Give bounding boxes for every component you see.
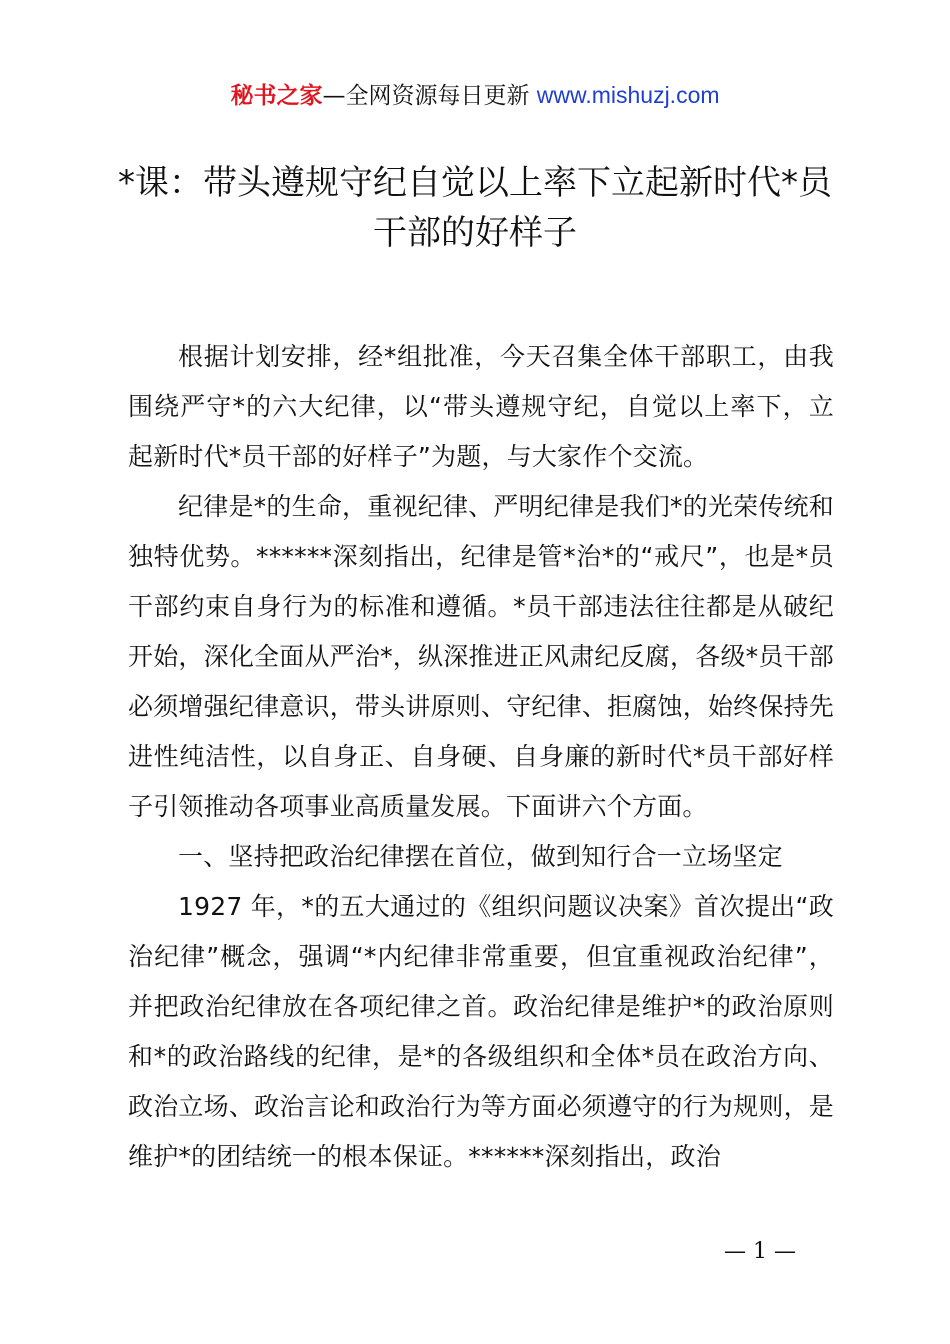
paragraph-intro: 根据计划安排，经*组批准，今天召集全体干部职工，由我围绕严守*的六大纪律，以“带头遵规守纪，自觉以上率下，立起新时代*员干部的好样子”为题，与大家作个交流。	[128, 342, 834, 471]
document-body	[128, 332, 834, 1182]
site-tagline: —全网资源每日更新	[322, 83, 537, 109]
site-url-link[interactable]: www.mishuzj.com	[536, 82, 720, 108]
section-heading-one: 一、坚持把政治纪律摆在首位，做到知行合一立场坚定	[178, 842, 783, 871]
paragraph-discipline: 纪律是*的生命，重视纪律、严明纪律是我们*的光荣传统和独特优势。******深刻指出，纪律是管*治*的“戒尺”，也是*员干部约束自身行为的标准和遵循。*员干部违法往往都是从破纪开始，深化全面从严治*，纵深推进正风肃纪反腐，各级*员干部必须增强纪律意识，带头讲原则、守纪律、拒腐蚀，始终保持先进性纯洁性，以自身正、自身硬、自身廉的新时代*员干部好样子引领推动各项事业高质量发展。下面讲六个方面。	[128, 492, 834, 821]
paragraph-political-discipline: 1927 年，*的五大通过的《组织问题议决案》首次提出“政治纪律”概念，强调“*内纪律非常重要，但宜重视政治纪律”，并把政治纪律放在各项纪律之首。政治纪律是维护*的政治原则和*的政治路线的纪律，是*的各级组织和全体*员在政治方向、政治立场、政治言论和政治行为等方面必须遵守的行为规则，是维护*的团结统一的根本保证。******深刻指出，政治	[128, 892, 834, 1171]
site-header	[0, 78, 950, 113]
site-brand: 秘书之家	[230, 83, 323, 109]
document-title: *课：带头遵规守纪自觉以上率下立起新时代*员干部的好样子	[118, 163, 832, 253]
page-number: — 1 —	[724, 1239, 796, 1264]
